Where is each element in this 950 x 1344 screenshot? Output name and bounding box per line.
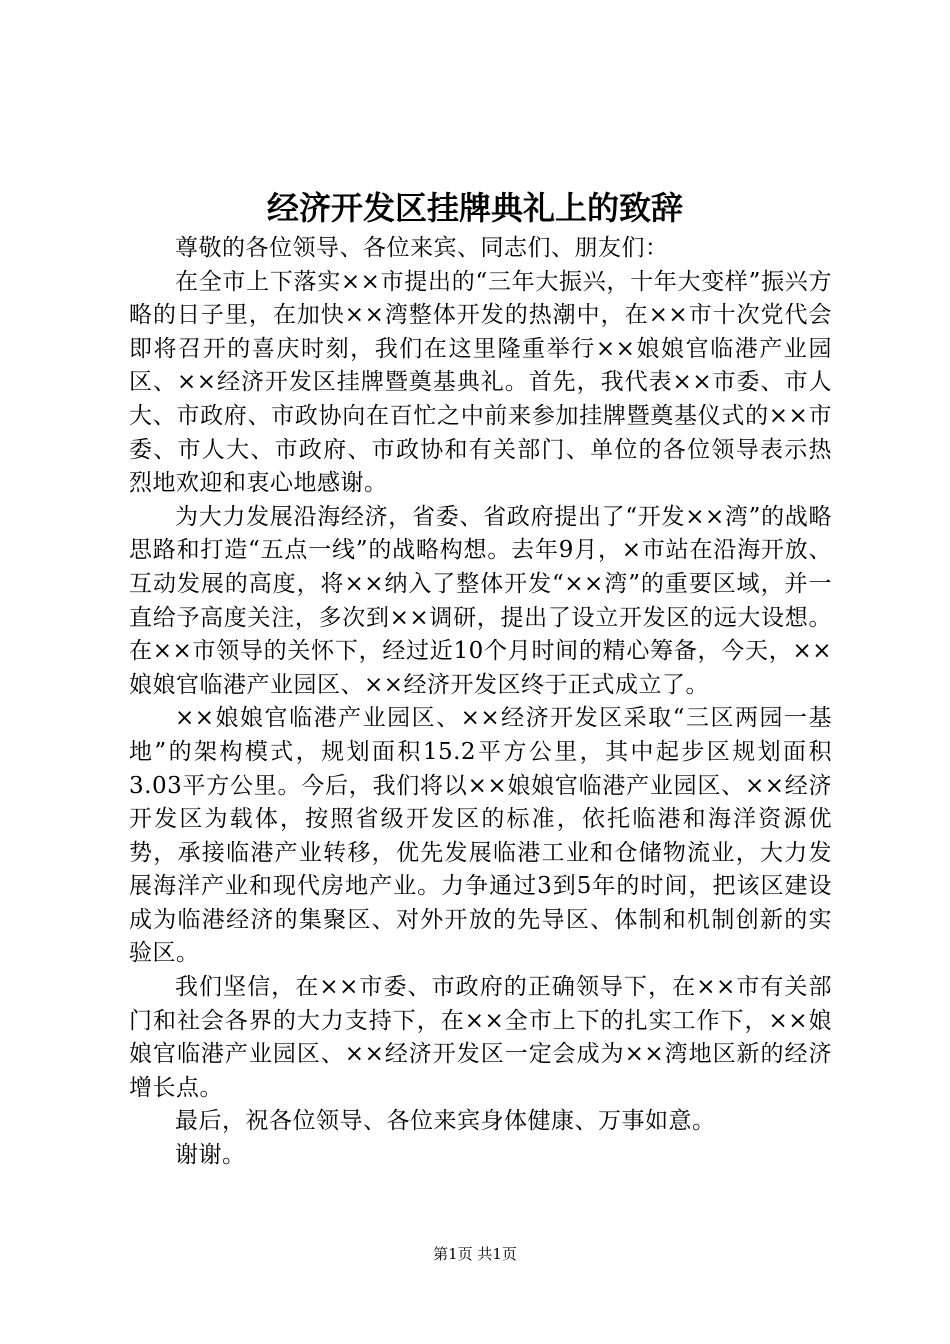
page-footer: 第1页 共1页 [433,1245,517,1263]
paragraph-3: ××娘娘官临港产业园区、××经济开发区采取“三区两园一基地”的架构模式，规划面积15.2平方公里，其中起步区规划面积3.03平方公里。今后，我们将以××娘娘官临港产业园区、××经济开发区为载体，按照省级开发区的标准，依托临港和海洋资源优势，承接临港产业转移，优先发展临港工业和仓储物流业，大力发展海洋产业和现代房地产业。力争通过3到5年的时间，把该区建设成为临港经济的集聚区、对外开放的先导区、体制和机制创新的实验区。 [129,705,832,967]
closing-thanks: 谢谢。 [175,1142,246,1169]
paragraph-4: 我们坚信，在××市委、市政府的正确领导下，在××市有关部门和社会各界的大力支持下，在××全市上下的扎实工作下，××娘娘官临港产业园区、××经济开发区一定会成为××湾地区新的经济增长点。 [129,974,832,1101]
closing-wishes: 最后，祝各位领导、各位来宾身体健康、万事如意。 [175,1108,716,1135]
paragraph-1: 在全市上下落实××市提出的“三年大振兴，十年大变样”振兴方略的日子里，在加快××湾整体开发的热潮中，在××市十次党代会即将召开的喜庆时刻，我们在这里隆重举行××娘娘官临港产业园区、××经济开发区挂牌暨奠基典礼。首先，我代表××市委、市人大、市政府、市政协向在百忙之中前来参加挂牌暨奠基仪式的××市委、市人大、市政府、市政协和有关部门、单位的各位领导表示热烈地欢迎和衷心地感谢。 [129,268,832,497]
salutation: 尊敬的各位领导、各位来宾、同志们、朋友们： [175,235,669,261]
document-title: 经济开发区挂牌典礼上的致辞 [266,189,683,227]
paragraph-2: 为大力发展沿海经济，省委、省政府提出了“开发××湾”的战略思路和打造“五点一线”的战略构想。去年9月，×市站在沿海开放、互动发展的高度，将××纳入了整体开发“××湾”的重要区域，并一直给予高度关注，多次到××调研，提出了设立开发区的远大设想。在××市领导的关怀下，经过近10个月时间的精心筹备，今天，××娘娘官临港产业园区、××经济开发区终于正式成立了。 [129,503,832,698]
document-body [129,232,832,1173]
